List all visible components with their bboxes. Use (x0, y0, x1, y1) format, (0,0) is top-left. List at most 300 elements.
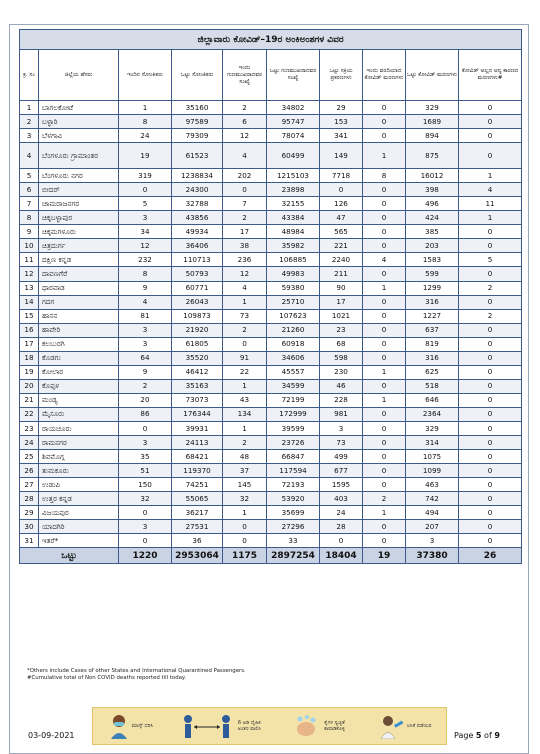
page-prefix: Page (454, 731, 474, 740)
table-cell: 28 (320, 520, 363, 534)
table-cell: 73073 (172, 393, 223, 407)
table-cell: 329 (406, 101, 459, 115)
table-cell: 150 (119, 478, 172, 492)
table-cell: 4 (459, 183, 522, 197)
table-cell: 38 (223, 239, 267, 253)
table-cell: 17 (20, 337, 39, 351)
table-cell: 8 (20, 211, 39, 225)
table-cell: 385 (406, 225, 459, 239)
table-cell: 7 (223, 197, 267, 211)
table-cell: 0 (459, 436, 522, 450)
table-cell: 110713 (172, 253, 223, 267)
table-cell: 107623 (267, 309, 320, 323)
table-cell: 4 (363, 253, 406, 267)
table-cell: 341 (320, 129, 363, 143)
total-cell: 26 (459, 548, 522, 564)
table-cell: 134 (223, 407, 267, 421)
table-cell: 228 (320, 393, 363, 407)
table-cell: 0 (223, 183, 267, 197)
table-cell: 39599 (267, 421, 320, 435)
table-cell: 61523 (172, 143, 223, 169)
column-header: ಇಂದು ವರದಿಯಾದ ಕೋವಿಡ್ ಮರಣಗಳು (363, 50, 406, 101)
table-cell: 35520 (172, 351, 223, 365)
table-cell: 0 (363, 295, 406, 309)
table-cell: 1 (223, 506, 267, 520)
table-cell: 2 (223, 211, 267, 225)
table-cell: 565 (320, 225, 363, 239)
table-cell: 16012 (406, 169, 459, 183)
table-cell: 8 (119, 267, 172, 281)
table-cell: 398 (406, 183, 459, 197)
column-header: ಒಟ್ಟು ಸೋಂಕಿತರು (172, 50, 223, 101)
table-cell: 172999 (267, 407, 320, 421)
district-name-cell: ಮಂಡ್ಯ (39, 393, 119, 407)
district-name-cell: ಬಾಗಲಕೋಟೆ (39, 101, 119, 115)
table-cell: 20 (20, 379, 39, 393)
table-cell: 0 (363, 534, 406, 548)
table-cell: 119370 (172, 464, 223, 478)
table-cell: 68 (320, 337, 363, 351)
table-cell: 2 (119, 379, 172, 393)
table-cell: 35699 (267, 506, 320, 520)
table-cell: 1 (119, 101, 172, 115)
table-row (20, 281, 522, 295)
table-cell: 1 (459, 211, 522, 225)
table-row (20, 239, 522, 253)
table-cell: 35163 (172, 379, 223, 393)
table-cell: 24300 (172, 183, 223, 197)
table-row (20, 253, 522, 267)
table-cell: 25 (20, 450, 39, 464)
table-cell: 403 (320, 492, 363, 506)
table-row (20, 520, 522, 534)
district-name-cell: ಕಲಬುರಗಿ (39, 337, 119, 351)
table-cell: 29 (20, 506, 39, 520)
table-cell: 20 (119, 393, 172, 407)
district-name-cell: ಹಾಸನ (39, 309, 119, 323)
table-cell: 0 (459, 520, 522, 534)
table-cell: 9 (119, 365, 172, 379)
table-cell: 72193 (267, 478, 320, 492)
table-cell: 0 (459, 534, 522, 548)
table-cell: 45557 (267, 365, 320, 379)
table-cell: 314 (406, 436, 459, 450)
table-cell: 646 (406, 393, 459, 407)
table-cell: 2240 (320, 253, 363, 267)
banner-label-mask: ಮಾಸ್ಕ್ ಧರಿಸಿ (131, 723, 154, 729)
total-cell: 19 (363, 548, 406, 564)
table-cell: 34802 (267, 101, 320, 115)
table-cell: 599 (406, 267, 459, 281)
table-cell: 1 (363, 143, 406, 169)
table-cell: 0 (363, 478, 406, 492)
table-cell: 32155 (267, 197, 320, 211)
table-cell: 3 (406, 534, 459, 548)
table-cell: 0 (223, 337, 267, 351)
column-header: ಕ್ರ. ಸಂ (20, 50, 39, 101)
table-cell: 1 (363, 393, 406, 407)
table-cell: 1099 (406, 464, 459, 478)
table-cell: 0 (459, 337, 522, 351)
table-cell: 97589 (172, 115, 223, 129)
table-cell: 0 (320, 534, 363, 548)
social-distance-icon (182, 713, 232, 739)
table-cell: 117594 (267, 464, 320, 478)
column-header: ಜಿಲ್ಲೆಯ ಹೆಸರು (39, 50, 119, 101)
district-name-cell: ದಾವಣಗೆರೆ (39, 267, 119, 281)
table-cell: 48984 (267, 225, 320, 239)
banner-tile-vaccine (379, 713, 432, 739)
column-header: ಒಟ್ಟು ಗುಣಮುಖರಾದವರ ಸಂಖ್ಯೆ (267, 50, 320, 101)
banner-tile-handwash (294, 713, 350, 739)
table-cell: 153 (320, 115, 363, 129)
table-cell: 48 (223, 450, 267, 464)
table-cell: 22 (20, 407, 39, 421)
district-name-cell: ಉತ್ತರ ಕನ್ನಡ (39, 492, 119, 506)
district-name-cell: ಯಾದಗಿರಿ (39, 520, 119, 534)
footnote-non-covid: #Cumulative total of Non COVID deaths reported till today. (27, 675, 187, 681)
table-cell: 3 (119, 323, 172, 337)
table-cell: 0 (363, 309, 406, 323)
table-cell: 0 (459, 407, 522, 421)
table-cell: 86 (119, 407, 172, 421)
table-cell: 5 (20, 169, 39, 183)
table-row (20, 365, 522, 379)
table-cell: 232 (119, 253, 172, 267)
table-cell: 91 (223, 351, 267, 365)
table-cell: 499 (320, 450, 363, 464)
table-cell: 36 (172, 534, 223, 548)
total-row (20, 548, 522, 564)
table-cell: 4 (223, 143, 267, 169)
table-cell: 37 (223, 464, 267, 478)
table-cell: 221 (320, 239, 363, 253)
table-cell: 496 (406, 197, 459, 211)
table-cell: 46 (320, 379, 363, 393)
table-cell: 32788 (172, 197, 223, 211)
table-row (20, 115, 522, 129)
table-cell: 0 (363, 267, 406, 281)
column-header: ಒಟ್ಟು ಸಕ್ರಿಯ ಪ್ರಕರಣಗಳು (320, 50, 363, 101)
table-cell: 10 (20, 239, 39, 253)
table-cell: 819 (406, 337, 459, 351)
table-row (20, 101, 522, 115)
table-cell: 35 (119, 450, 172, 464)
table-cell: 60771 (172, 281, 223, 295)
table-cell: 73 (320, 436, 363, 450)
table-cell: 2 (363, 492, 406, 506)
district-name-cell: ಚಿಕ್ಕಬಳ್ಳಾಪುರ (39, 211, 119, 225)
table-cell: 2364 (406, 407, 459, 421)
table-cell: 894 (406, 129, 459, 143)
total-cell: 2897254 (267, 548, 320, 564)
hand-wash-icon (294, 713, 318, 739)
table-cell: 0 (459, 365, 522, 379)
table-cell: 316 (406, 295, 459, 309)
table-cell: 0 (363, 337, 406, 351)
district-covid-table (19, 29, 522, 564)
table-cell: 0 (363, 101, 406, 115)
table-cell: 0 (459, 393, 522, 407)
column-header: ಒಟ್ಟು ಕೋವಿಡ್ ಮರಣಗಳು (406, 50, 459, 101)
table-cell: 47 (320, 211, 363, 225)
table-cell: 29 (320, 101, 363, 115)
total-cell: 2953064 (172, 548, 223, 564)
table-cell: 13 (20, 281, 39, 295)
table-cell: 126 (320, 197, 363, 211)
table-cell: 16 (20, 323, 39, 337)
table-cell: 60499 (267, 143, 320, 169)
table-cell: 0 (459, 450, 522, 464)
table-cell: 7718 (320, 169, 363, 183)
table-cell: 109873 (172, 309, 223, 323)
table-row (20, 464, 522, 478)
table-cell: 637 (406, 323, 459, 337)
table-cell: 11 (20, 253, 39, 267)
table-cell: 2 (223, 323, 267, 337)
district-name-cell: ತುಮಕೂರು (39, 464, 119, 478)
district-name-cell: ರಾಯಚೂರು (39, 421, 119, 435)
table-cell: 598 (320, 351, 363, 365)
table-cell: 1021 (320, 309, 363, 323)
table-cell: 1 (223, 295, 267, 309)
table-cell: 78074 (267, 129, 320, 143)
table-row (20, 407, 522, 421)
table-row (20, 225, 522, 239)
table-cell: 3 (20, 129, 39, 143)
table-row (20, 197, 522, 211)
table-cell: 424 (406, 211, 459, 225)
footer-date: 03-09-2021 (28, 731, 75, 740)
footnote-others: *Others include Cases of other States and International Quarantined Passengers. (27, 668, 246, 674)
table-cell: 24 (320, 506, 363, 520)
table-cell: 0 (363, 115, 406, 129)
table-cell: 25710 (267, 295, 320, 309)
table-cell: 0 (119, 183, 172, 197)
footer-page-number (454, 731, 500, 740)
banner-label-distance: 6 ಅಡಿ ದೈಹಿಕ ಅಂತರ ಪಾಲಿಸಿ (237, 720, 261, 732)
table-cell: 36406 (172, 239, 223, 253)
table-cell: 518 (406, 379, 459, 393)
table-row (20, 478, 522, 492)
table-cell: 4 (223, 281, 267, 295)
table-cell: 55065 (172, 492, 223, 506)
table-cell: 316 (406, 351, 459, 365)
table-cell: 17 (223, 225, 267, 239)
total-cell: 18404 (320, 548, 363, 564)
table-cell: 2 (459, 309, 522, 323)
table-cell: 43 (223, 393, 267, 407)
district-name-cell: ಉಡುಪಿ (39, 478, 119, 492)
district-name-cell: ಗದಗ (39, 295, 119, 309)
table-cell: 9 (20, 225, 39, 239)
table-cell: 66847 (267, 450, 320, 464)
table-cell: 625 (406, 365, 459, 379)
table-row (20, 534, 522, 548)
table-cell: 329 (406, 421, 459, 435)
table-cell: 12 (119, 239, 172, 253)
table-cell: 0 (363, 239, 406, 253)
table-cell: 27 (20, 478, 39, 492)
table-cell: 15 (20, 309, 39, 323)
table-cell: 0 (459, 295, 522, 309)
table-cell: 494 (406, 506, 459, 520)
table-cell: 33 (267, 534, 320, 548)
table-cell: 0 (363, 421, 406, 435)
table-cell: 32 (223, 492, 267, 506)
table-row (20, 211, 522, 225)
table-cell: 23726 (267, 436, 320, 450)
table-row (20, 393, 522, 407)
table-cell: 24113 (172, 436, 223, 450)
district-name-cell: ಶಿವಮೊಗ್ಗ (39, 450, 119, 464)
table-cell: 0 (363, 183, 406, 197)
table-cell: 875 (406, 143, 459, 169)
table-cell: 24 (20, 436, 39, 450)
table-cell: 21 (20, 393, 39, 407)
table-cell: 46412 (172, 365, 223, 379)
table-cell: 3 (119, 436, 172, 450)
table-row (20, 379, 522, 393)
table-cell: 81 (119, 309, 172, 323)
table-cell: 0 (363, 464, 406, 478)
district-name-cell: ಚಿತ್ರದುರ್ಗ (39, 239, 119, 253)
table-cell: 12 (20, 267, 39, 281)
table-cell: 6 (223, 115, 267, 129)
table-cell: 9 (119, 281, 172, 295)
table-cell: 31 (20, 534, 39, 548)
table-cell: 0 (363, 323, 406, 337)
table-cell: 79309 (172, 129, 223, 143)
table-cell: 0 (459, 323, 522, 337)
table-cell: 0 (363, 197, 406, 211)
table-row (20, 351, 522, 365)
banner-label-handwash: ಕೈಗಳ ಸ್ವಚ್ಛತೆ ಕಾಪಾಡಿಕೊಳ್ಳಿ (324, 720, 345, 732)
table-cell: 0 (459, 267, 522, 281)
table-cell: 0 (363, 450, 406, 464)
table-cell: 0 (363, 225, 406, 239)
district-name-cell: ಬೆಳಗಾವಿ (39, 129, 119, 143)
table-cell: 1 (20, 101, 39, 115)
table-cell: 50793 (172, 267, 223, 281)
district-name-cell: ಇತರೆ* (39, 534, 119, 548)
table-row (20, 143, 522, 169)
total-cell: 1175 (223, 548, 267, 564)
total-cell: 1220 (119, 548, 172, 564)
table-row (20, 421, 522, 435)
table-cell: 3 (320, 421, 363, 435)
table-cell: 0 (459, 115, 522, 129)
table-cell: 0 (223, 520, 267, 534)
table-cell: 1595 (320, 478, 363, 492)
district-name-cell: ಕೋಲಾರ (39, 365, 119, 379)
table-cell: 1299 (406, 281, 459, 295)
district-name-cell: ಬೀದರ್ (39, 183, 119, 197)
table-cell: 1238834 (172, 169, 223, 183)
table-cell: 3 (119, 520, 172, 534)
table-cell: 0 (363, 407, 406, 421)
table-cell: 1227 (406, 309, 459, 323)
table-cell: 0 (363, 379, 406, 393)
banner-tile-mask (108, 713, 153, 739)
table-cell: 1 (363, 365, 406, 379)
table-cell: 49983 (267, 267, 320, 281)
table-cell: 72199 (267, 393, 320, 407)
table-cell: 2 (459, 281, 522, 295)
table-cell: 3 (119, 337, 172, 351)
table-cell: 27296 (267, 520, 320, 534)
district-name-cell: ಚಾಮರಾಜನಗರ (39, 197, 119, 211)
footnotes (27, 668, 246, 682)
table-cell: 5 (459, 253, 522, 267)
table-cell: 90 (320, 281, 363, 295)
table-row (20, 295, 522, 309)
table-cell: 24 (119, 129, 172, 143)
district-name-cell: ಹಾವೇರಿ (39, 323, 119, 337)
table-cell: 21920 (172, 323, 223, 337)
page-total: 9 (494, 731, 500, 740)
table-cell: 0 (459, 421, 522, 435)
table-row (20, 267, 522, 281)
table-cell: 4 (20, 143, 39, 169)
table-cell: 0 (459, 225, 522, 239)
covid-awareness-banner (92, 707, 447, 745)
table-title: ಜಿಲ್ಲಾವಾರು ಕೋವಿಡ್–19ರ ಅಂಕಿಅಂಶಗಳ ವಿವರ (20, 30, 522, 50)
page-current: 5 (475, 731, 482, 740)
table-cell: 0 (363, 211, 406, 225)
table-cell: 34599 (267, 379, 320, 393)
table-cell: 2 (223, 436, 267, 450)
table-cell: 17 (320, 295, 363, 309)
table-cell: 11 (459, 197, 522, 211)
table-cell: 27531 (172, 520, 223, 534)
banner-tile-distance (182, 713, 264, 739)
table-cell: 0 (119, 506, 172, 520)
table-cell: 21260 (267, 323, 320, 337)
table-cell: 8 (119, 115, 172, 129)
table-cell: 236 (223, 253, 267, 267)
table-row (20, 337, 522, 351)
table-cell: 0 (363, 520, 406, 534)
table-cell: 7 (20, 197, 39, 211)
table-cell: 74251 (172, 478, 223, 492)
table-cell: 1 (223, 379, 267, 393)
page-of: of (484, 731, 492, 740)
table-cell: 68421 (172, 450, 223, 464)
table-cell: 23898 (267, 183, 320, 197)
table-cell: 49934 (172, 225, 223, 239)
table-cell: 53920 (267, 492, 320, 506)
table-cell: 26043 (172, 295, 223, 309)
district-name-cell: ಬೆಂಗಳೂರು ಗ್ರಾಮಾಂತರ (39, 143, 119, 169)
district-name-cell: ಕೊಪ್ಪಳ (39, 379, 119, 393)
table-cell: 35160 (172, 101, 223, 115)
table-cell: 61805 (172, 337, 223, 351)
table-cell: 30 (20, 520, 39, 534)
table-cell: 0 (459, 101, 522, 115)
table-cell: 59380 (267, 281, 320, 295)
table-cell: 176344 (172, 407, 223, 421)
table-row (20, 309, 522, 323)
table-cell: 0 (320, 183, 363, 197)
table-row (20, 436, 522, 450)
mask-person-icon (108, 713, 130, 739)
table-cell: 463 (406, 478, 459, 492)
table-cell: 23 (320, 323, 363, 337)
column-header: ಇಂದು ಗುಣಮುಖರಾದವರ ಸಂಖ್ಯೆ (223, 50, 267, 101)
table-row (20, 506, 522, 520)
table-cell: 319 (119, 169, 172, 183)
